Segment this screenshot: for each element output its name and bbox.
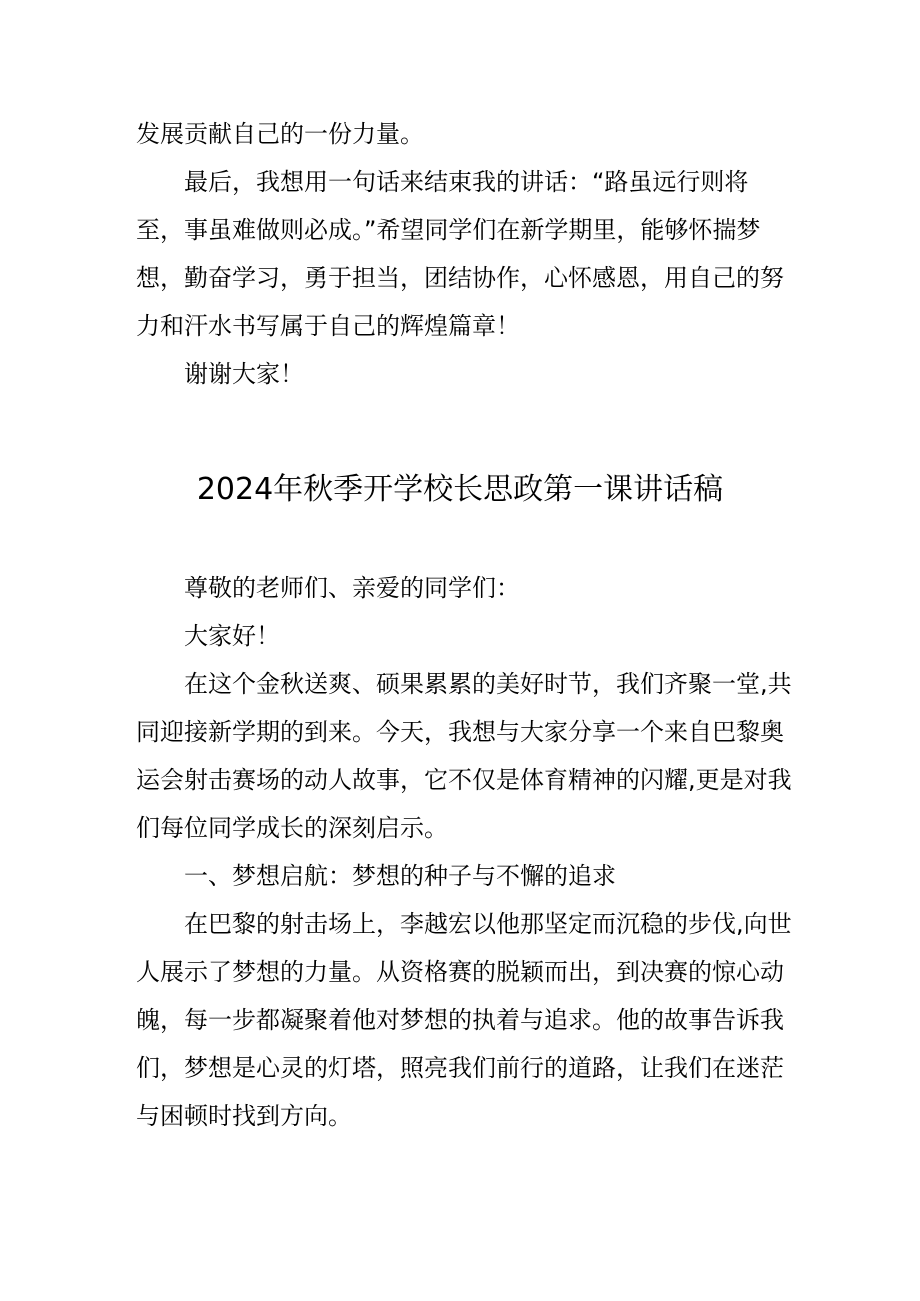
section-paragraph: 在巴黎的射击场上，李越宏以他那坚定而沉稳的步伐,向世人展示了梦想的力量。从资格赛的脱颖而出，到决赛的惊心动魄，每一步都凝聚着他对梦想的执着与追求。他的故事告诉我们，梦想是心灵的灯塔，照亮我们前行的道路，让我们在迷茫与困顿时找到方向。 [136,910,792,1130]
continuation-paragraph: 发展贡献自己的一份力量。 [136,120,424,148]
thanks-line: 谢谢大家！ [184,360,304,388]
document-title: 2024年秋季开学校长思政第一课讲话稿 [196,472,724,507]
section-heading: 一、梦想启航：梦想的种子与不懈的追求 [184,862,616,890]
intro-paragraph: 在这个金秋送爽、硕果累累的美好时节，我们齐聚一堂,共同迎接新学期的到来。今天，我想与大家分享一个来自巴黎奥运会射击赛场的动人故事，它不仅是体育精神的闪耀,更是对我们每位同学成长的深刻启示。 [136,670,792,842]
greeting-line: 大家好！ [184,622,280,650]
closing-paragraph: 最后，我想用一句话来结束我的讲话：“路虽远行则将至，事虽难做则必成。”希望同学们在新学期里，能够怀揣梦想，勤奋学习，勇于担当，团结协作，心怀感恩，用自己的努力和汗水书写属于自己的辉煌篇章！ [136,168,784,340]
salutation-line: 尊敬的老师们、亲爱的同学们： [184,574,520,602]
